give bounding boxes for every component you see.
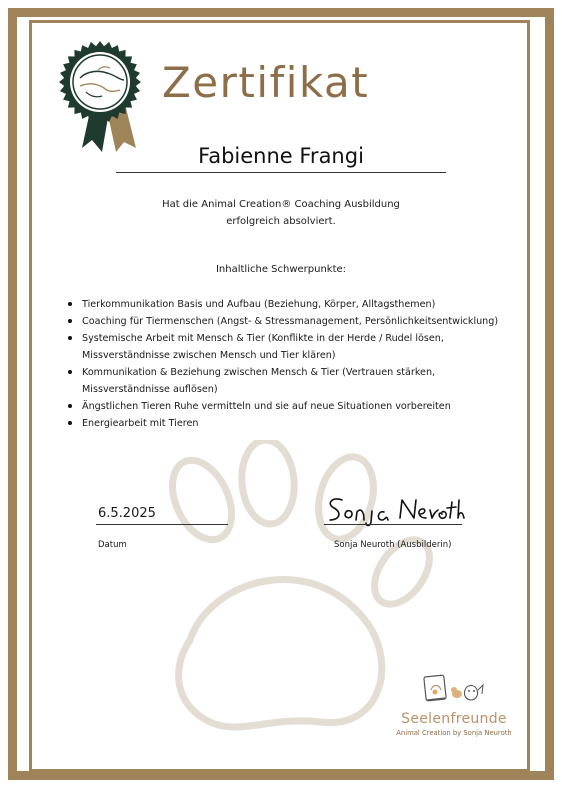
recipient-name: Fabienne Frangi bbox=[116, 144, 446, 173]
certificate-title: Zertifikat bbox=[162, 58, 370, 107]
certificate-description bbox=[120, 196, 442, 230]
description-line-1: Hat die Animal Creation® Coaching Ausbildung bbox=[162, 199, 400, 210]
focus-list bbox=[64, 296, 504, 432]
focus-item: Systemische Arbeit mit Mensch & Tier (Konflikte in der Herde / Rudel lösen, Missverständnisse zwischen Mensch und Tier klären) bbox=[64, 330, 504, 364]
paw-watermark-icon bbox=[150, 440, 440, 740]
focus-item: Tierkommunikation Basis und Aufbau (Beziehung, Körper, Alltagsthemen) bbox=[64, 296, 504, 313]
focus-heading: Inhaltliche Schwerpunkte: bbox=[215, 264, 347, 275]
focus-item: Coaching für Tiermenschen (Angst- & Stressmanagement, Persönlichkeitsentwicklung) bbox=[64, 313, 504, 330]
seelenfreunde-logo-icon bbox=[419, 672, 489, 714]
description-line-2: erfolgreich absolviert. bbox=[226, 216, 336, 227]
signature-underline bbox=[324, 524, 462, 525]
logo-tagline: Animal Creation by Sonja Neuroth bbox=[396, 729, 512, 737]
signer-label: Sonja Neuroth (Ausbilderin) bbox=[334, 540, 452, 550]
date-value: 6.5.2025 bbox=[98, 506, 156, 521]
date-label: Datum bbox=[98, 540, 127, 550]
focus-item: Ängstlichen Tieren Ruhe vermitteln und sie auf neue Situationen vorbereiten bbox=[64, 398, 504, 415]
logo-name: Seelenfreunde bbox=[401, 711, 507, 727]
handwritten-signature bbox=[322, 492, 467, 528]
date-underline bbox=[96, 524, 228, 525]
focus-item: Kommunikation & Beziehung zwischen Mensch & Tier (Vertrauen stärken, Missverständnisse auflösen) bbox=[64, 364, 504, 398]
focus-item: Energiearbeit mit Tieren bbox=[64, 415, 504, 432]
